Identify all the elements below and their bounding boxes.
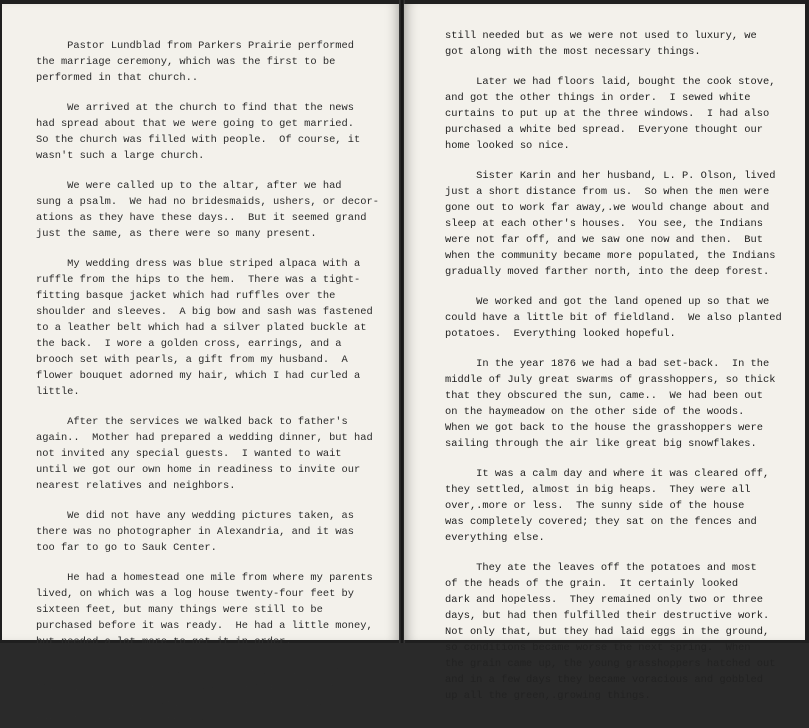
paragraph: We worked and got the land opened up so that we could have a little bit of fieldland. We also planted potatoes. Everything looked hopeful.	[445, 296, 782, 340]
paragraph: After the services we walked back to father's again.. Mother had prepared a wedding dinner, but had not invited any special guests. I wanted to wait until we got our own home in readiness to invite our nearest relatives and neighbors.	[36, 416, 373, 492]
paragraph: They ate the leaves off the potatoes and most of the heads of the grain. It certainly looked dark and hopeless. They remained only two or three days, but had then fulfilled their destructive work. Not only that, but they had laid eggs in the ground, so conditions became worse the next spring. When the grain came up, the young grasshoppers hatched out and in a few days they became voracious and gobbled up all the green,.growing things.	[445, 562, 776, 702]
left-page	[2, 4, 400, 726]
paragraph: We did not have any wedding pictures taken, as there was no photographer in Alexandria, and it was too far to go to Sauk Center.	[36, 510, 355, 554]
paragraph: Later we had floors laid, bought the cook stove, and got the other things in order. I sewed white curtains to put up at the three windows. I had also purchased a white bed spread. Everyone thought our home looked so nice.	[445, 76, 776, 152]
paragraph: still needed but as we were not used to luxury, we got along with the most necessary things.	[445, 30, 757, 58]
paragraph: We were called up to the altar, after we had sung a psalm. We had no bridesmaids, ushers, or decor- ations as they have these days.. But it seemed grand just the same, as there were so many present.	[36, 180, 379, 240]
paragraph: It was a calm day and where it was cleared off, they settled, almost in big heaps. They were all over,.more or less. The sunny side of the house was completely covered; they sat on the fences and everything else.	[445, 468, 770, 544]
paragraph: In the year 1876 we had a bad set-back. In the middle of July great swarms of grasshoppers, so thick that they obscured the sun, came.. We had been out on the haymeadow on the other side of the woods. When we got back to the house the grasshoppers were sailing through the air like great big snowflakes.	[445, 358, 776, 450]
paragraph: We had to have a cook stove, and various other things. We also wanted a cow. He had a pair of steers for hauling, which he had earned during harvest time. Yes, there were many things that we	[36, 666, 355, 726]
paragraph: He had a homestead one mile from where my parents lived, on which was a log house twenty-four feet by sixteen feet, but many things were still to be purchased before it was ready. He had a little money, but needed a lot more to get it in order.	[36, 572, 373, 648]
paragraph: My wedding dress was blue striped alpaca with a ruffle from the hips to the hem. There was a tight- fitting basque jacket which had ruffles over the shoulder and sleeves. A big bow and sash was fastened to a leather belt which had a silver plated buckle at the back. I wore a golden cross, earrings, and a brooch set with pearls, a gift from my husband. A flower bouquet adorned my hair, which I had curled a little.	[36, 258, 373, 398]
paragraph: Pastor Lundblad from Parkers Prairie performed the marriage ceremony, which was the first to be performed in that church..	[36, 40, 355, 84]
paragraph: We arrived at the church to find that the news had spread about that we were going to get married. So the church was filled with people. Of course, it wasn't such a large church.	[36, 102, 361, 162]
right-page	[404, 4, 805, 702]
paragraph: Sister Karin and her husband, L. P. Olson, lived just a short distance from us. So when the men were gone out to work far away,.we would change about and sleep at each other's houses. You see, the Indians were not far off, and we saw one now and then. But when the community became more populated, the Indians gradually moved farther north, into the deep forest.	[445, 170, 776, 278]
